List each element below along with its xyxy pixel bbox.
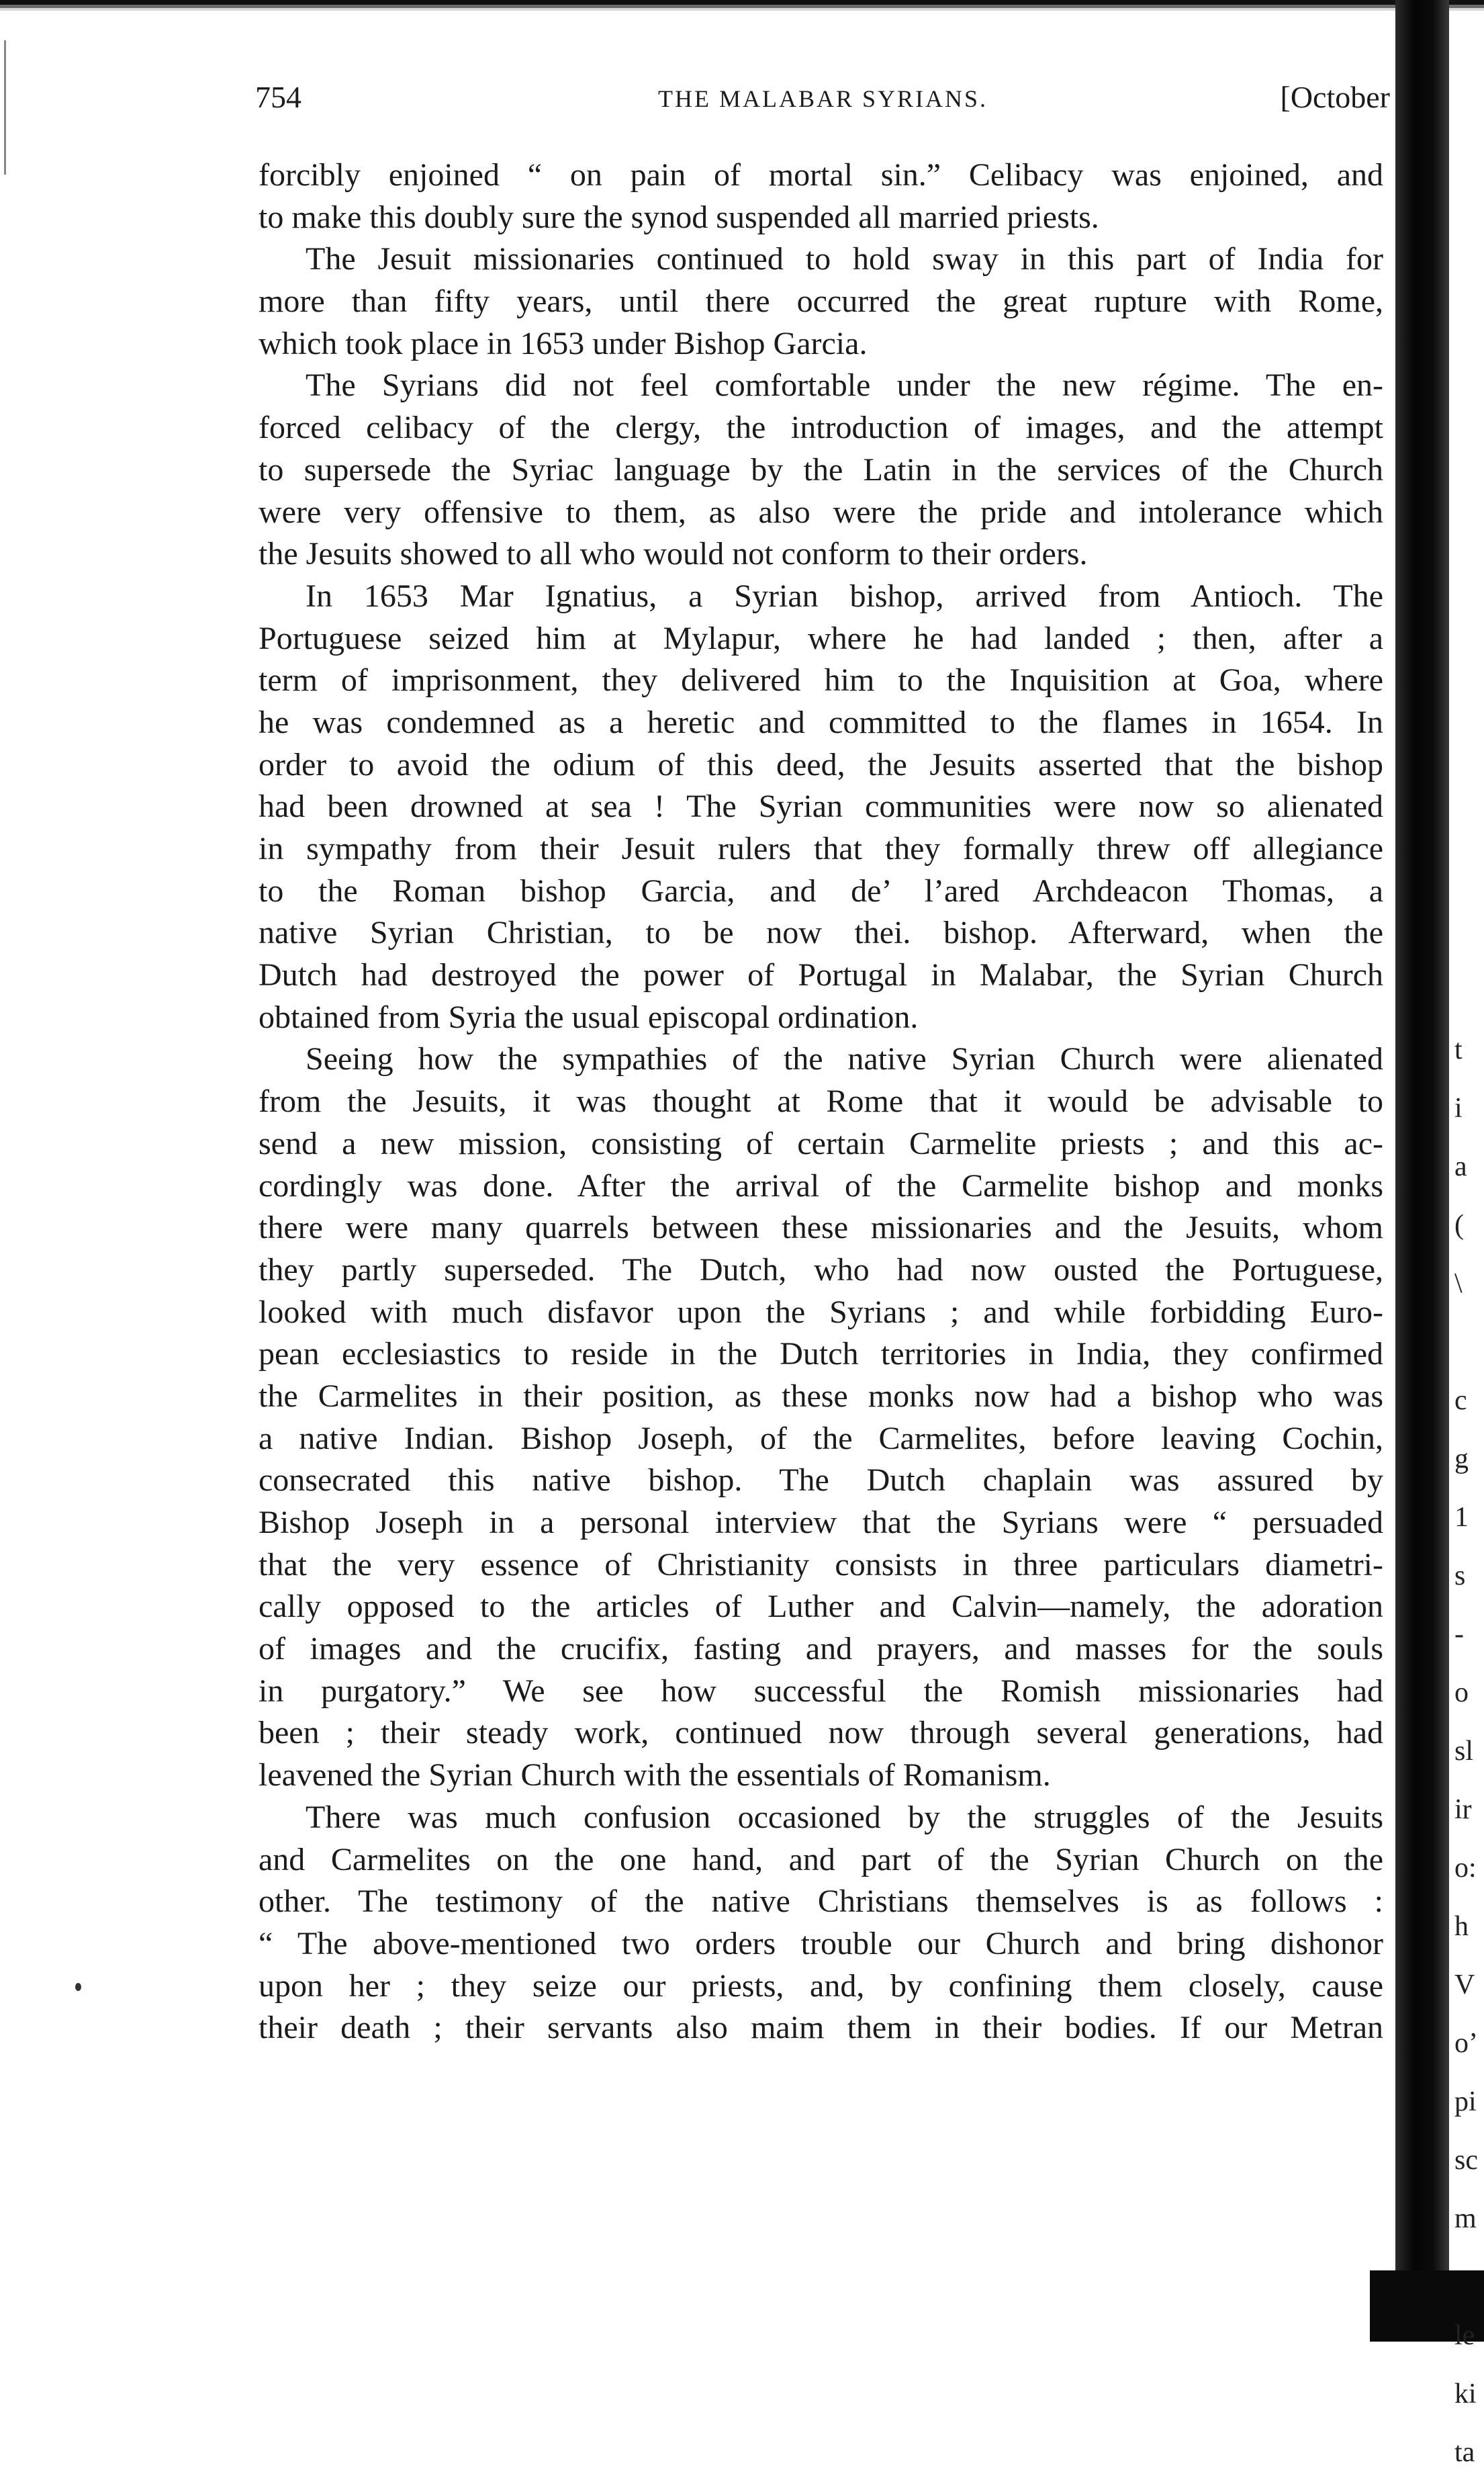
- text-line: obtained from Syria the usual episcopal ordination.: [259, 999, 919, 1035]
- text-line: upon her ; they seize our priests, and, by confining them closely, cause: [259, 1967, 1383, 2004]
- facing-fragment: s: [1454, 1560, 1466, 1591]
- text-line: forcibly enjoined “ on pain of mortal sin.” Celibacy was enjoined, and: [259, 157, 1383, 193]
- text-line: the Jesuits showed to all who would not conform to their orders.: [259, 536, 1088, 572]
- text-line: forced celibacy of the clergy, the introduction of images, and the attempt: [259, 410, 1383, 446]
- text-line: “ The above-mentioned two orders trouble our Church and bring dishonor: [259, 1925, 1383, 1961]
- facing-fragment: (: [1454, 1210, 1464, 1241]
- facing-fragment: sl: [1454, 1736, 1474, 1767]
- facing-fragment: o: [1454, 1677, 1469, 1708]
- text-line: they partly superseded. The Dutch, who had now ousted the Portuguese,: [259, 1251, 1383, 1288]
- text-line: the Carmelites in their position, as these monks now had a bishop who was: [259, 1378, 1383, 1414]
- text-line: more than fifty years, until there occurred the great rupture with Rome,: [259, 283, 1383, 320]
- facing-fragment: m: [1454, 2203, 1477, 2234]
- text-line: In 1653 Mar Ignatius, a Syrian bishop, arrived from Antioch. The: [306, 578, 1383, 614]
- facing-fragment: [1454, 1313, 1484, 1372]
- facing-fragment: a: [1454, 1151, 1467, 1182]
- text-line: leavened the Syrian Church with the essentials of Romanism.: [259, 1757, 1051, 1793]
- binding-gutter-shadow: [1395, 0, 1449, 2342]
- facing-fragment: V: [1454, 1969, 1475, 2000]
- facing-fragment: c: [1454, 1385, 1467, 1416]
- text-line: in purgatory.” We see how successful the Romish missionaries had: [259, 1673, 1383, 1709]
- scan-left-marks: [4, 40, 11, 175]
- text-line: were very offensive to them, as also were the pride and intolerance which: [259, 494, 1383, 530]
- facing-fragment: le: [1454, 2320, 1475, 2351]
- text-line: been ; their steady work, continued now through several generations, had: [259, 1715, 1383, 1751]
- facing-fragment: -: [1454, 1619, 1464, 1650]
- text-line: pean ecclesiastics to reside in the Dutch territories in India, they confirmed: [259, 1336, 1383, 1372]
- text-line: looked with much disfavor upon the Syrians ; and while forbidding Euro-: [259, 1294, 1383, 1330]
- running-head: [255, 79, 1390, 120]
- facing-page-fragments: [1454, 1021, 1484, 2482]
- text-line: cally opposed to the articles of Luther and Calvin—namely, the adoration: [259, 1589, 1383, 1625]
- facing-fragment: [1454, 2248, 1484, 2307]
- text-line: to the Roman bishop Garcia, and de’ l’ared Archdeacon Thomas, a: [259, 873, 1383, 909]
- text-line: order to avoid the odium of this deed, the Jesuits asserted that the bishop: [259, 746, 1383, 783]
- text-line: send a new mission, consisting of certain Carmelite priests ; and this ac-: [259, 1125, 1383, 1161]
- scan-top-edge: [0, 0, 1484, 17]
- facing-fragment: t: [1454, 1034, 1463, 1065]
- page-number: 754: [255, 80, 302, 114]
- facing-fragment: 1: [1454, 1502, 1469, 1533]
- facing-fragment: ki: [1454, 2379, 1477, 2409]
- facing-fragment: pi: [1454, 2086, 1477, 2117]
- text-line: native Syrian Christian, to be now thei. bishop. Afterward, when the: [259, 915, 1383, 951]
- text-line: a native Indian. Bishop Joseph, of the Carmelites, before leaving Cochin,: [259, 1420, 1383, 1456]
- facing-fragment: ir: [1454, 1794, 1472, 1825]
- facing-fragment: o’: [1454, 2028, 1478, 2059]
- text-line: consecrated this native bishop. The Dutch chaplain was assured by: [259, 1462, 1383, 1499]
- text-line: in sympathy from their Jesuit rulers that they formally threw off allegiance: [259, 831, 1383, 867]
- text-line: he was condemned as a heretic and committed to the flames in 1654. In: [259, 704, 1383, 740]
- body-text: [259, 154, 1383, 2049]
- text-line: The Syrians did not feel comfortable under the new régime. The en-: [306, 367, 1383, 404]
- facing-fragment: g: [1454, 1444, 1469, 1474]
- text-line: other. The testimony of the native Christians themselves is as follows :: [259, 1883, 1383, 1920]
- text-line: Seeing how the sympathies of the native Syrian Church were alienated: [306, 1041, 1383, 1077]
- text-line: Portuguese seized him at Mylapur, where he had landed ; then, after a: [259, 620, 1383, 656]
- facing-fragment: i: [1454, 1093, 1463, 1124]
- text-line: Dutch had destroyed the power of Portugal in Malabar, the Syrian Church: [259, 957, 1383, 993]
- text-line: There was much confusion occasioned by the struggles of the Jesuits: [306, 1799, 1383, 1835]
- text-line: that the very essence of Christianity consists in three particulars diametri-: [259, 1546, 1383, 1583]
- running-title: THE MALABAR SYRIANS.: [658, 85, 988, 112]
- text-line: there were many quarrels between these missionaries and the Jesuits, whom: [259, 1210, 1383, 1246]
- text-line: their death ; their servants also maim them in their bodies. If our Metran: [259, 2010, 1383, 2046]
- facing-fragment: sc: [1454, 2145, 1478, 2176]
- text-line: Bishop Joseph in a personal interview that the Syrians were “ persuaded: [259, 1505, 1383, 1540]
- text-line: to supersede the Syriac language by the Latin in the services of the Church: [259, 451, 1383, 488]
- text-line: from the Jesuits, it was thought at Rome that it would be advisable to: [259, 1083, 1383, 1120]
- text-line: to make this doubly sure the synod suspended all married priests.: [259, 199, 1099, 235]
- facing-fragment: h: [1454, 1911, 1469, 1942]
- text-line: The Jesuit missionaries continued to hold sway in this part of India for: [306, 241, 1383, 277]
- text-line: which took place in 1653 under Bishop Garcia.: [259, 325, 868, 361]
- margin-speck: [75, 1983, 81, 1991]
- text-line: and Carmelites on the one hand, and part of the Syrian Church on the: [259, 1841, 1383, 1877]
- text-line: term of imprisonment, they delivered him to the Inquisition at Goa, where: [259, 662, 1383, 699]
- facing-fragment: o:: [1454, 1853, 1477, 1883]
- text-line: of images and the crucifix, fasting and prayers, and masses for the souls: [259, 1631, 1383, 1667]
- facing-fragment: \: [1454, 1268, 1463, 1299]
- running-month: [October: [1280, 80, 1390, 114]
- facing-fragment: ta: [1454, 2437, 1475, 2468]
- text-line: cordingly was done. After the arrival of the Carmelite bishop and monks: [259, 1167, 1383, 1204]
- text-line: had been drowned at sea ! The Syrian communities were now so alienated: [259, 789, 1383, 825]
